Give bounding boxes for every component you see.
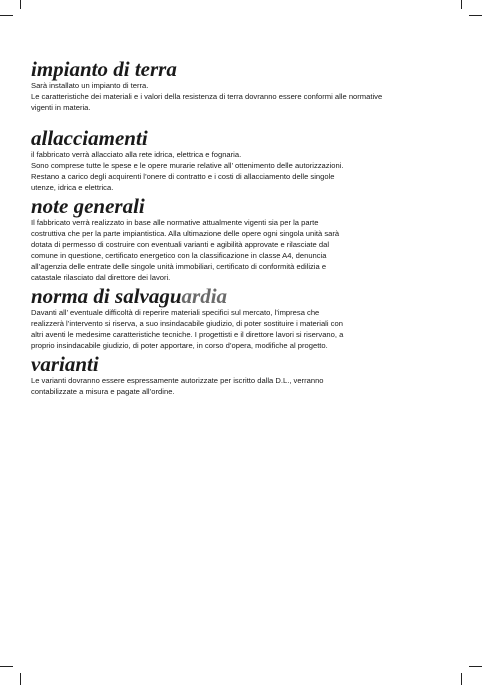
crop-mark-top-right-vertical xyxy=(461,0,462,9)
section-note-generali xyxy=(31,195,461,283)
paragraph-line: utenze, idrica e elettrica. xyxy=(31,183,114,192)
paragraph-line: dotata di permesso di costruire con eventuali varianti e agibilità approvate e rilasciate dal xyxy=(31,240,330,249)
crop-mark-top-right-horizontal xyxy=(469,15,482,16)
section-title-main: norma di salvagu xyxy=(31,284,182,308)
paragraph-line: Le varianti dovranno essere espressamente autorizzate per iscritto dalla D.L., verranno xyxy=(31,376,324,385)
crop-mark-bottom-left-horizontal xyxy=(0,666,13,667)
paragraph-line: il fabbricato verrà allacciato alla rete idrica, elettrica e fognaria. xyxy=(31,150,242,159)
section-impianto-di-terra xyxy=(31,58,461,113)
paragraph-line: Le caratteristiche dei materiali e i valori della resistenza di terra dovranno essere conformi alle normative xyxy=(31,92,383,101)
paragraph-line: Davanti all’ eventuale difficoltà di reperire materiali specifici sul mercato, l’impresa che xyxy=(31,308,320,317)
section-title-faded: ardia xyxy=(181,284,228,308)
section-title: note generali xyxy=(31,194,145,218)
paragraph-line: catastale rilasciato dal direttore dei lavori. xyxy=(31,273,171,282)
crop-mark-bottom-left-vertical xyxy=(20,673,21,685)
paragraph-line: costruttiva che per la parte impiantistica. Alla ultimazione delle opere ogni singola unità sarà xyxy=(31,229,340,238)
paragraph-line: vigenti in materia. xyxy=(31,103,91,112)
paragraph-line: Il fabbricato verrà realizzato in base alle normative attualmente vigenti sia per la parte xyxy=(31,218,319,227)
crop-mark-bottom-right-vertical xyxy=(461,673,462,685)
paragraph-line: all’agenzia delle entrate delle singole unità immobiliari, certificato di conformità edilizia e xyxy=(31,262,327,271)
paragraph-line: contabilizzate a misura e pagate all’ordine. xyxy=(31,387,175,396)
paragraph-line: comune in questione, certificato energetico con la classificazione in classe A4, denuncia xyxy=(31,251,327,260)
section-norma-di-salvaguardia xyxy=(31,285,461,351)
section-title: allacciamenti xyxy=(31,126,148,150)
section-allacciamenti xyxy=(31,127,461,193)
paragraph-line: altri aventi le medesime caratteristiche tecniche. I progettisti e il direttore lavori si riservano, a xyxy=(31,330,344,339)
paragraph-line: proprio insindacabile giudizio, di poter apportare, in corso d’opera, modifiche al progetto. xyxy=(31,341,328,350)
section-title: impianto di terra xyxy=(31,57,177,81)
crop-mark-bottom-right-horizontal xyxy=(469,666,482,667)
crop-mark-top-left-horizontal xyxy=(0,15,13,16)
paragraph-line: Sarà installato un impianto di terra. xyxy=(31,81,149,90)
crop-mark-top-left-vertical xyxy=(20,0,21,9)
section-varianti xyxy=(31,353,461,397)
paragraph-line: Sono comprese tutte le spese e le opere murarie relative all’ ottenimento delle autorizzazioni. xyxy=(31,161,344,170)
section-title xyxy=(31,285,461,307)
document-content xyxy=(31,58,461,397)
section-title: varianti xyxy=(31,352,99,376)
paragraph-line: Restano a carico degli acquirenti l’onere di contratto e i costi di allacciamento delle singole xyxy=(31,172,335,181)
paragraph-line: realizzerà l’intervento si riserva, a suo insindacabile giudizio, di poter sostituire i materiali con xyxy=(31,319,343,328)
